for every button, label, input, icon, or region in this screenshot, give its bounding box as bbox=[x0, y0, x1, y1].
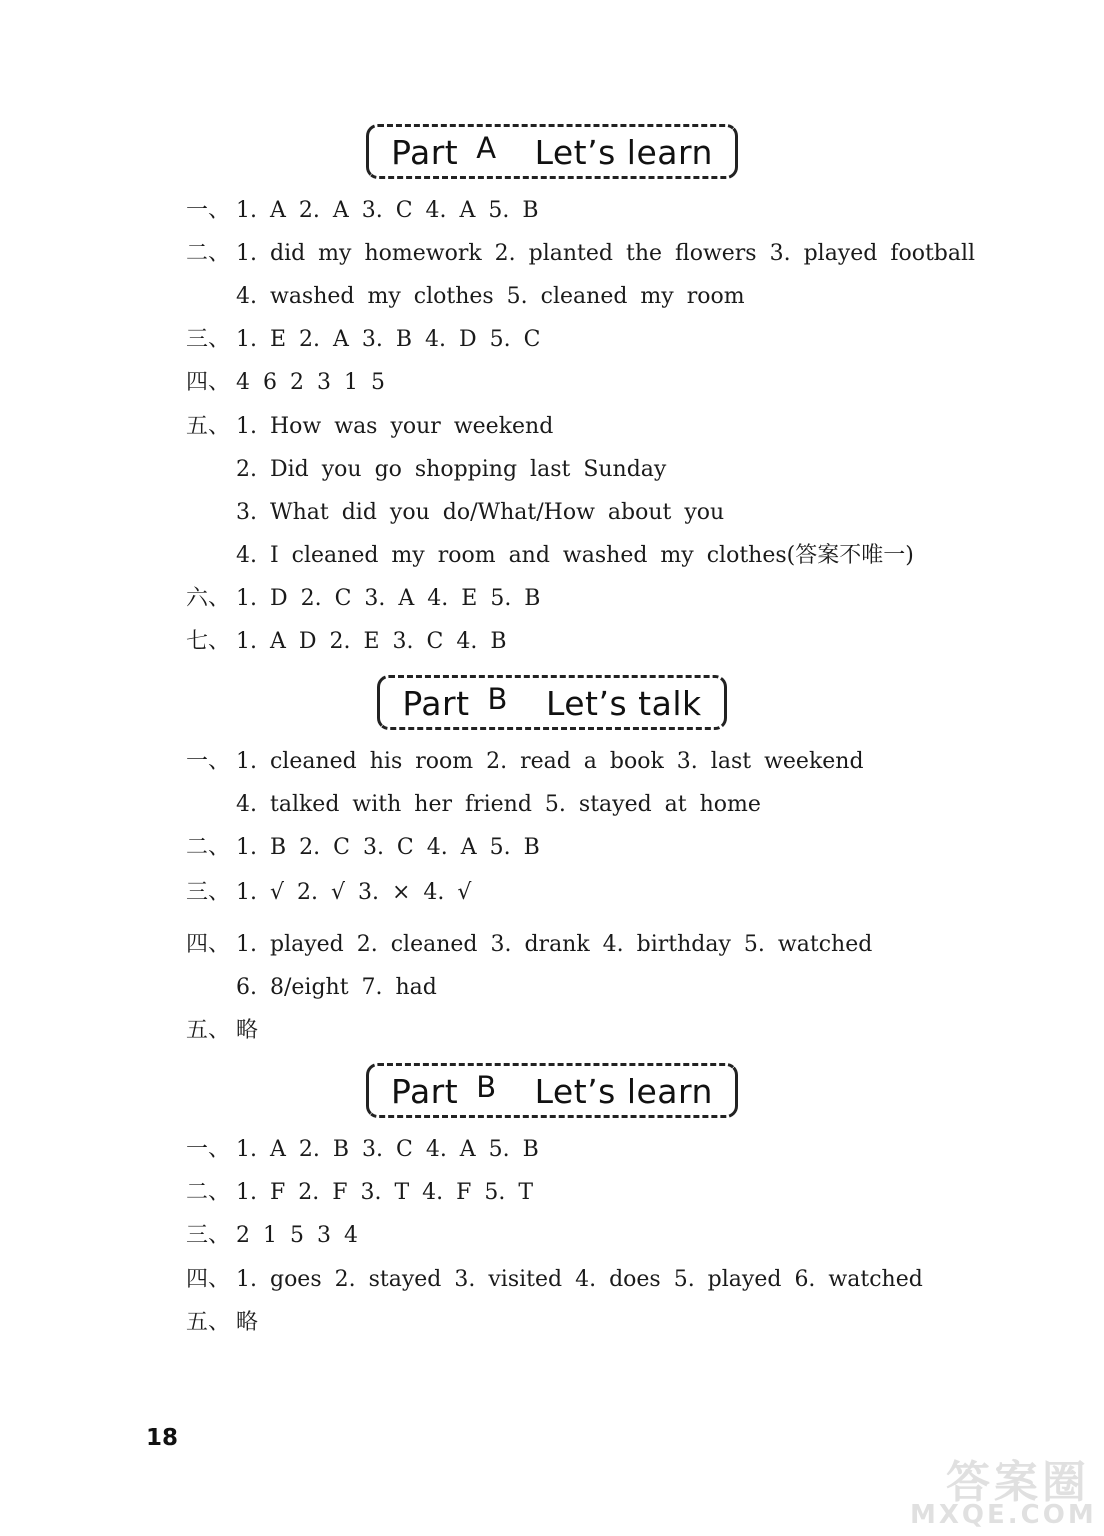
answer-text: 1. cleaned his room 2. read a book 3. last weekend bbox=[236, 749, 864, 774]
answer-text: 略 bbox=[236, 1018, 259, 1043]
answer-line bbox=[186, 833, 540, 863]
section-header-part-b-lets-talk bbox=[0, 667, 1104, 737]
question-number: 三、 bbox=[186, 327, 231, 352]
header-part-letter: B bbox=[487, 681, 508, 716]
answer-text: 1. How was your weekend bbox=[236, 414, 554, 439]
answer-line bbox=[186, 1265, 923, 1295]
section-header-box bbox=[377, 675, 726, 730]
question-number: 五、 bbox=[186, 1018, 231, 1043]
answer-text: 4. I cleaned my room and washed my clothes(答案不唯一) bbox=[236, 543, 914, 568]
answer-line bbox=[186, 1016, 258, 1046]
answer-text: 略 bbox=[236, 1310, 259, 1335]
question-number: 六、 bbox=[186, 586, 231, 611]
watermark-logo-text: 答案圈 bbox=[946, 1457, 1090, 1508]
question-number: 五、 bbox=[186, 1310, 231, 1335]
answer-line bbox=[186, 584, 540, 614]
answer-line bbox=[186, 368, 385, 398]
question-number: 四、 bbox=[186, 932, 231, 957]
answer-line-continued bbox=[236, 790, 761, 820]
answer-text: 2. Did you go shopping last Sunday bbox=[236, 457, 667, 482]
header-part-label: Part bbox=[402, 683, 470, 723]
header-part-letter: A bbox=[476, 130, 497, 165]
question-number: 一、 bbox=[186, 749, 231, 774]
answer-line bbox=[186, 930, 872, 960]
answer-line bbox=[186, 1178, 533, 1208]
answer-line bbox=[186, 627, 507, 657]
answer-text: 4 6 2 3 1 5 bbox=[236, 370, 385, 395]
answer-line-continued bbox=[236, 498, 724, 528]
answer-line bbox=[186, 878, 471, 908]
answer-text: 1. √ 2. √ 3. × 4. √ bbox=[236, 880, 472, 905]
header-part-letter: B bbox=[476, 1069, 497, 1104]
answer-line bbox=[186, 747, 864, 777]
question-number: 七、 bbox=[186, 629, 231, 654]
answer-line-continued bbox=[236, 541, 914, 571]
site-watermark bbox=[910, 1446, 1097, 1530]
section-header-box bbox=[366, 124, 738, 179]
question-number: 二、 bbox=[186, 1180, 231, 1205]
answer-text: 1. played 2. cleaned 3. drank 4. birthday 5. watched bbox=[236, 932, 873, 957]
answer-line bbox=[186, 1135, 539, 1165]
answer-line-continued bbox=[236, 973, 437, 1003]
answer-text: 1. A D 2. E 3. C 4. B bbox=[236, 629, 507, 654]
answer-text: 1. did my homework 2. planted the flowers 3. played football bbox=[236, 241, 976, 266]
answer-text: 1. D 2. C 3. A 4. E 5. B bbox=[236, 586, 541, 611]
answer-line bbox=[186, 1221, 358, 1251]
question-number: 三、 bbox=[186, 880, 231, 905]
section-header-part-b-lets-learn bbox=[0, 1055, 1104, 1125]
header-section-title: Let’s talk bbox=[545, 683, 702, 723]
answer-line bbox=[186, 412, 553, 442]
header-section-title: Let’s learn bbox=[534, 132, 713, 172]
watermark-url-text: MXQE.COM bbox=[910, 1500, 1097, 1530]
answer-line bbox=[186, 196, 539, 226]
answer-line bbox=[186, 1308, 258, 1338]
header-part-label: Part bbox=[391, 132, 459, 172]
question-number: 四、 bbox=[186, 1267, 231, 1292]
answer-line-continued bbox=[236, 282, 745, 312]
answer-text: 1. E 2. A 3. B 4. D 5. C bbox=[236, 327, 541, 352]
question-number: 五、 bbox=[186, 414, 231, 439]
answer-line bbox=[186, 325, 540, 355]
question-number: 三、 bbox=[186, 1223, 231, 1248]
answer-text: 1. A 2. A 3. C 4. A 5. B bbox=[236, 198, 539, 223]
answer-text: 1. goes 2. stayed 3. visited 4. does 5. played 6. watched bbox=[236, 1267, 923, 1292]
answer-line bbox=[186, 239, 975, 269]
header-section-title: Let’s learn bbox=[534, 1071, 713, 1111]
page-number: 18 bbox=[146, 1425, 179, 1451]
answer-text: 6. 8/eight 7. had bbox=[236, 975, 437, 1000]
section-header-box bbox=[366, 1063, 738, 1118]
question-number: 一、 bbox=[186, 198, 231, 223]
question-number: 四、 bbox=[186, 370, 231, 395]
answer-line-continued bbox=[236, 455, 666, 485]
answer-text: 4. talked with her friend 5. stayed at home bbox=[236, 792, 761, 817]
answer-text: 1. F 2. F 3. T 4. F 5. T bbox=[236, 1180, 534, 1205]
section-header-part-a-lets-learn bbox=[0, 116, 1104, 186]
header-part-label: Part bbox=[391, 1071, 459, 1111]
answer-text: 4. washed my clothes 5. cleaned my room bbox=[236, 284, 745, 309]
question-number: 一、 bbox=[186, 1137, 231, 1162]
question-number: 二、 bbox=[186, 835, 231, 860]
question-number: 二、 bbox=[186, 241, 231, 266]
answer-text: 3. What did you do/What/How about you bbox=[236, 500, 725, 525]
answer-text: 2 1 5 3 4 bbox=[236, 1223, 358, 1248]
answer-text: 1. A 2. B 3. C 4. A 5. B bbox=[236, 1137, 539, 1162]
answer-text: 1. B 2. C 3. C 4. A 5. B bbox=[236, 835, 540, 860]
